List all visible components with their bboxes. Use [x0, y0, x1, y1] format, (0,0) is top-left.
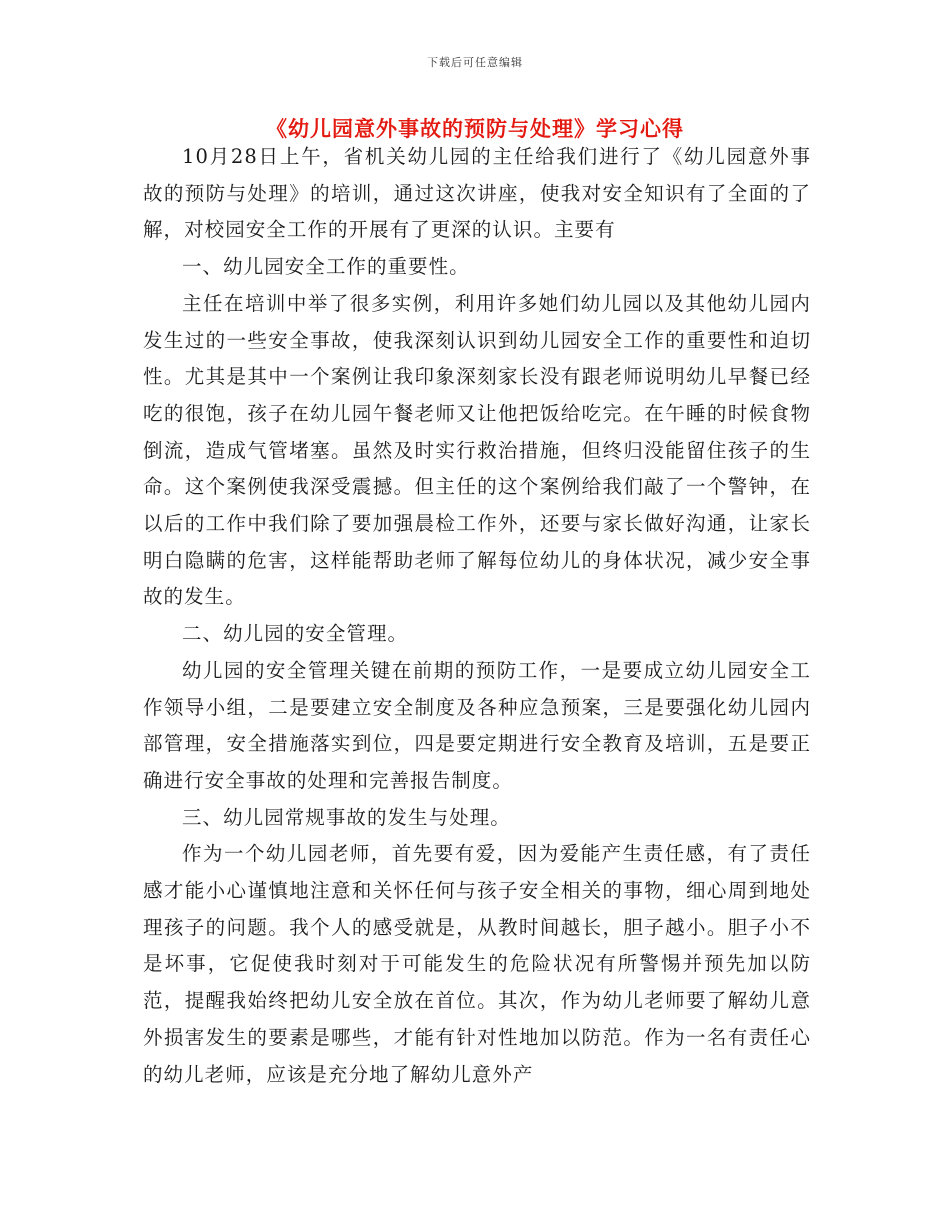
section-heading-2: 二、幼儿园的安全管理。 [182, 622, 409, 646]
paragraph-section-3: 作为一个幼儿园老师，首先要有爱，因为爱能产生责任感，有了责任感才能小心谨慎地注意和关怀任何与孩子安全相关的事物，细心周到地处理孩子的问题。我个人的感受就是，从教时间越长，胆子越小。胆子小不是坏事，它促使我时刻对于可能发生的危险状况有所警惕并预先加以防范，提醒我始终把幼儿安全放在首位。其次，作为幼儿老师要了解幼儿意外损害发生的要素是哪些，才能有针对性地加以防范。作为一名有责任心的幼儿老师，应该是充分地了解幼儿意外产 [143, 842, 811, 1086]
document-body [143, 139, 811, 1093]
section-heading-1: 一、幼儿园安全工作的重要性。 [182, 255, 470, 279]
paragraph-intro: 10月28日上午，省机关幼儿园的主任给我们进行了《幼儿园意外事故的预防与处理》的培训，通过这次讲座，使我对安全知识有了全面的了解，对校园安全工作的开展有了更深的认识。主要有 [143, 145, 811, 242]
section-heading-3: 三、幼儿园常规事故的发生与处理。 [182, 805, 511, 829]
document-title: 《幼儿园意外事故的预防与处理》学习心得 [266, 117, 684, 141]
header-note: 下载后可任意编辑 [427, 56, 523, 69]
paragraph-section-2: 幼儿园的安全管理关键在前期的预防工作，一是要成立幼儿园安全工作领导小组，二是要建立安全制度及各种应急预案，三是要强化幼儿园内部管理，安全措施落实到位，四是要定期进行安全教育及培训，五是要正确进行安全事故的处理和完善报告制度。 [143, 658, 811, 792]
paragraph-section-1: 主任在培训中举了很多实例，利用许多她们幼儿园以及其他幼儿园内发生过的一些安全事故，使我深刻认识到幼儿园安全工作的重要性和迫切性。尤其是其中一个案例让我印象深刻家长没有跟老师说明幼儿早餐已经吃的很饱，孩子在幼儿园午餐老师又让他把饭给吃完。在午睡的时候食物倒流，造成气管堵塞。虽然及时实行救治措施，但终归没能留住孩子的生命。这个案例使我深受震撼。但主任的这个案例给我们敲了一个警钟，在以后的工作中我们除了要加强晨检工作外，还要与家长做好沟通，让家长明白隐瞒的危害，这样能帮助老师了解每位幼儿的身体状况，减少安全事故的发生。 [143, 291, 811, 609]
